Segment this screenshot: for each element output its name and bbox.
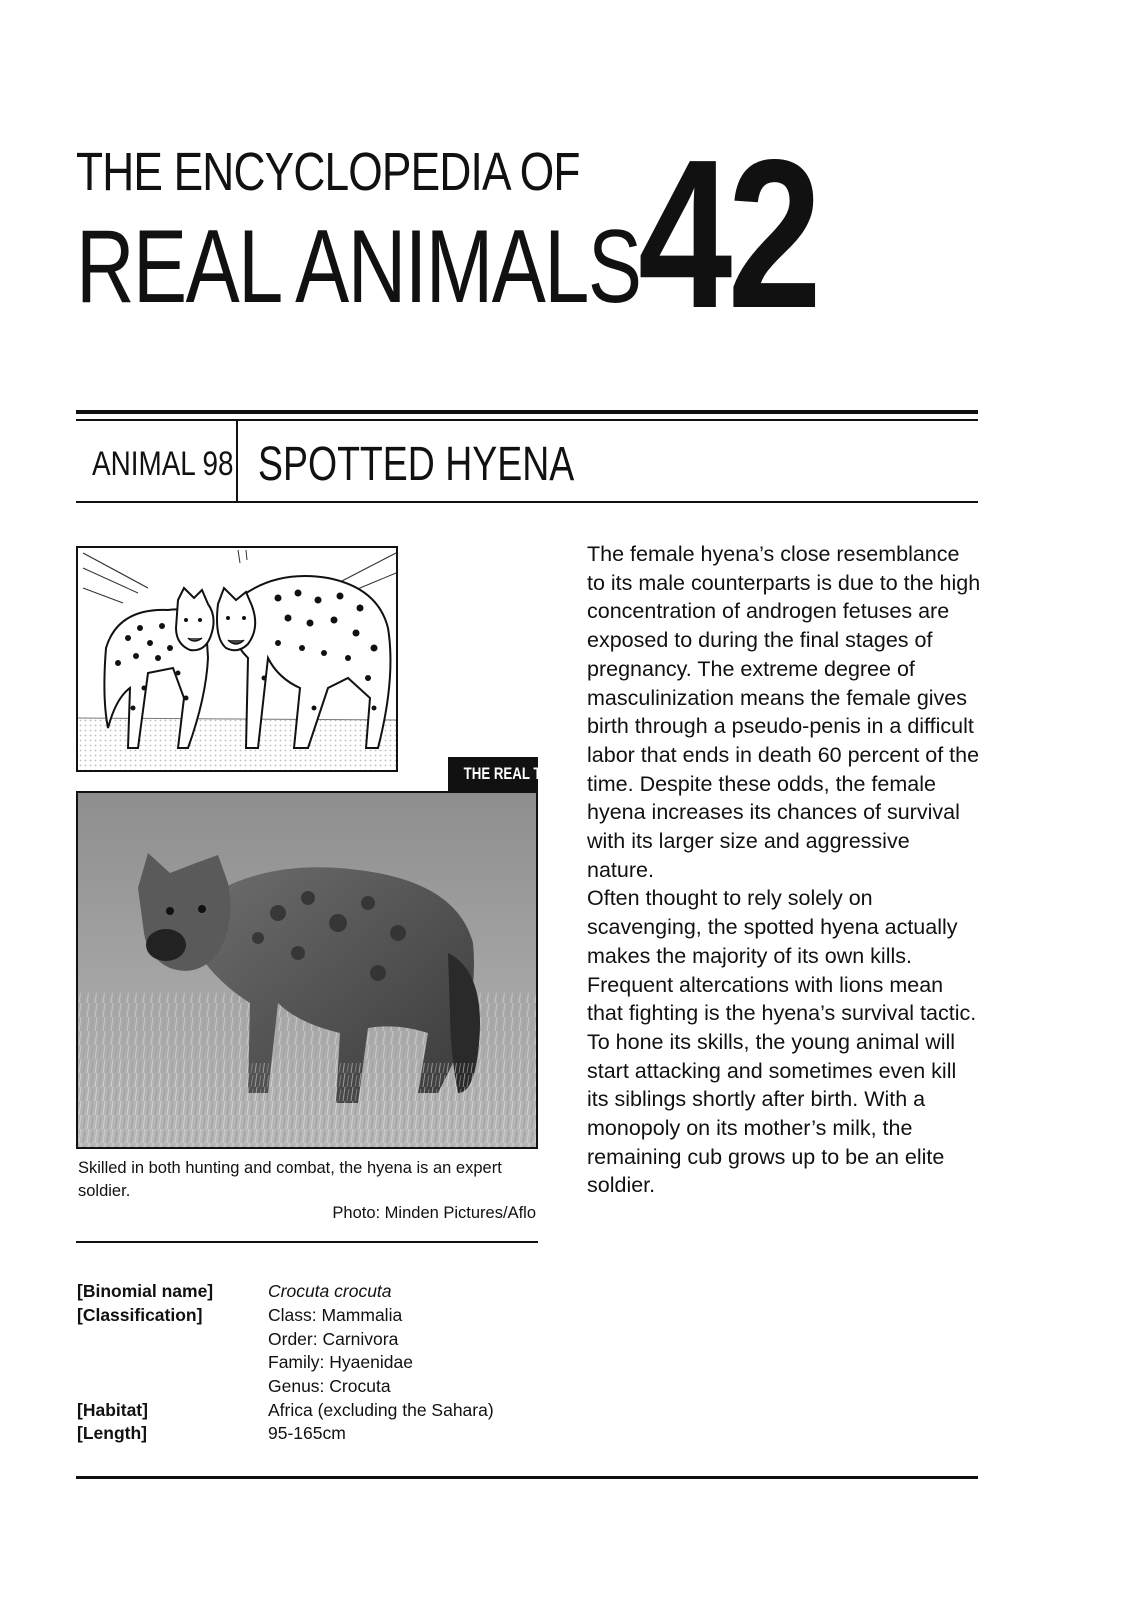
binomial-name-label: [Binomial name] xyxy=(77,1281,214,1301)
series-title: THE ENCYCLOPEDIA OF xyxy=(76,142,580,202)
manga-panel xyxy=(76,546,398,772)
caption-bottom-rule xyxy=(76,1241,538,1243)
volume-number: 42 xyxy=(638,115,818,352)
manga-hyenas-illustration xyxy=(78,548,396,770)
top-double-rule-1 xyxy=(76,410,978,414)
entry-bottom-rule xyxy=(76,501,978,503)
entry-divider xyxy=(236,421,238,501)
classification-class: Class: Mammalia xyxy=(268,1305,403,1325)
classification-family: Family: Hyaenidae xyxy=(268,1352,413,1372)
real-thing-tag: THE REAL THING xyxy=(448,757,538,791)
length-value: 95-165cm xyxy=(268,1423,346,1443)
animal-number: ANIMAL 98 xyxy=(92,445,234,483)
hyena-photo-image xyxy=(78,793,536,1147)
body-paragraph-1: The female hyena’s close resemblance to its male counterparts is due to the high concentration of androgen fetuses are exposed to during the final stages of pregnancy. The extreme degree of masculinization means the female gives birth through a pseudo-penis in a difficult labor that ends in death 60 percent of the time. Despite these odds, the female hyena increases its chances of survival with its larger size and aggressive nature. xyxy=(587,542,981,882)
hyena-photo xyxy=(76,791,538,1149)
photo-credit: Photo: Minden Pictures/Aflo xyxy=(332,1204,536,1222)
animal-name: SPOTTED HYENA xyxy=(258,438,575,491)
classification-genus: Genus: Crocuta xyxy=(268,1376,391,1396)
habitat-value: Africa (excluding the Sahara) xyxy=(268,1400,494,1420)
habitat-label: [Habitat] xyxy=(77,1400,148,1420)
top-double-rule-2 xyxy=(76,419,978,421)
length-label: [Length] xyxy=(77,1423,147,1443)
body-paragraph-2: Often thought to rely solely on scavenging, the spotted hyena actually makes the majority of its own kills. Frequent altercations with lions mean that fighting is the hyena’s survival tactic. To hone its skills, the young animal will start attacking and sometimes even kill its siblings shortly after birth. With a monopoly on its mother’s milk, the remaining cub grows up to be an elite soldier. xyxy=(587,886,977,1198)
binomial-name-value: Crocuta crocuta xyxy=(268,1281,392,1301)
photo-caption: Skilled in both hunting and combat, the hyena is an expert soldier. xyxy=(78,1159,502,1200)
series-title-main: REAL ANIMALS xyxy=(76,209,641,325)
article-body xyxy=(587,540,982,1200)
bottom-rule xyxy=(76,1476,978,1479)
classification-order: Order: Carnivora xyxy=(268,1329,399,1349)
classification-label: [Classification] xyxy=(77,1305,203,1325)
